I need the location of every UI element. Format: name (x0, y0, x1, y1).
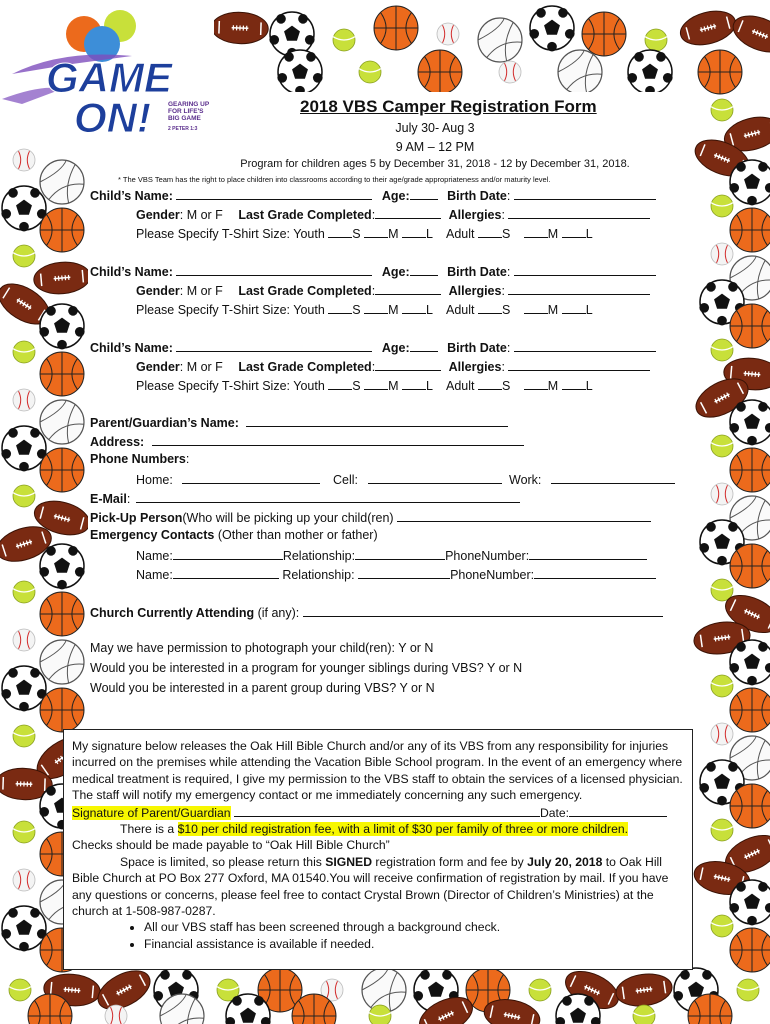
volleyball-icon (40, 400, 84, 444)
placement-note: * The VBS Team has the right to place children into classrooms according to their age/grade appropriateness and/or maturity level. (118, 175, 551, 184)
question-sibling-program: Would you be interested in a program for younger siblings during VBS? Y or N (90, 661, 523, 675)
birth-date-label: Birth Date (447, 265, 507, 279)
birth-date-label: Birth Date (447, 341, 507, 355)
question-photo-permission: May we have permission to photograph your child(ren): Y or N (90, 641, 434, 655)
relationship-field-2[interactable] (358, 566, 450, 579)
svg-text:GEARING UP: GEARING UP (168, 101, 210, 108)
soccer-ball-icon (627, 50, 672, 96)
allergies-label: Allergies (448, 284, 502, 298)
adult-label: Adult (445, 303, 475, 317)
tennis-ball-icon (13, 245, 35, 267)
size-m: M (547, 303, 559, 317)
size-l: L (585, 379, 593, 393)
basketball-icon (40, 592, 84, 636)
gender-label: Gender (136, 284, 180, 298)
child-1-youth-l-field[interactable] (402, 225, 426, 238)
age-label: Age: (381, 341, 410, 355)
deadline-date: July 20, 2018 (527, 854, 603, 869)
svg-text:ON!: ON! (74, 94, 151, 141)
size-l: L (426, 303, 433, 317)
football-icon (728, 9, 770, 59)
child-1-name-field[interactable] (176, 187, 372, 200)
baseball-icon (711, 483, 733, 505)
phone-number-label: PhoneNumber: (450, 568, 535, 582)
child-1-adult-l-field[interactable] (562, 225, 586, 238)
child-1-adult-s-field[interactable] (478, 225, 502, 238)
tennis-ball-icon (13, 725, 35, 747)
basketball-icon (730, 448, 770, 492)
tennis-ball-icon (369, 1005, 391, 1024)
child-1-age-field[interactable] (410, 187, 438, 200)
baseball-icon (13, 389, 35, 411)
child-3-gender-options[interactable]: : M or F (179, 360, 223, 374)
child-3-age-field[interactable] (410, 339, 438, 352)
soccer-ball-icon (1, 426, 46, 472)
child-2-grade-field[interactable] (375, 282, 441, 295)
size-l: L (426, 227, 433, 241)
date-label: Date: (539, 805, 570, 820)
cell-phone-label: Cell: (333, 473, 359, 487)
child-3-allergies-field[interactable] (508, 358, 650, 371)
basketball-icon (40, 208, 84, 252)
child-2-row-name: Child’s Name: Age: Birth Date: (90, 263, 656, 279)
tennis-ball-icon (711, 819, 733, 841)
child-3-row-details: Gender: M or F Last Grade Completed: Allergies: (136, 358, 650, 374)
child-3-birth-date-field[interactable] (514, 339, 656, 352)
child-1-row-details: Gender: M or F Last Grade Completed: Allergies: (136, 206, 650, 222)
child-2-youth-s-field[interactable] (328, 301, 352, 314)
child-name-label: Child’s Name: (90, 189, 173, 203)
child-1-birth-date-field[interactable] (514, 187, 656, 200)
checks-payable-text: Checks should be made payable to “Oak Hill Bible Church” (72, 838, 390, 853)
child-1-allergies-field[interactable] (508, 206, 650, 219)
gender-label: Gender (136, 208, 180, 222)
tshirt-label: Please Specify T-Shirt Size: Youth (136, 303, 325, 317)
fee-suffix: . (624, 822, 629, 837)
size-s: S (352, 379, 361, 393)
soccer-ball-icon (1, 666, 46, 712)
football-icon (614, 971, 674, 1010)
bullet-background-check: • All our VBS staff has been screened through a background check. (144, 919, 684, 935)
tennis-ball-icon (529, 979, 551, 1001)
size-s: S (501, 227, 511, 241)
gender-label: Gender (136, 360, 180, 374)
relationship-label: Relationship: (282, 549, 356, 563)
tennis-ball-icon (13, 485, 35, 507)
space-prefix: Space is limited, so please return this (120, 854, 326, 869)
relationship-label: Relationship: (282, 568, 359, 582)
home-phone-label: Home: (136, 473, 173, 487)
question-parent-group: Would you be interested in a parent group during VBS? Y or N (90, 681, 435, 695)
email-field[interactable] (136, 490, 520, 503)
child-3-adult-s-field[interactable] (478, 377, 502, 390)
tennis-ball-icon (645, 29, 667, 51)
volleyball-icon (478, 18, 522, 62)
baseball-icon (13, 869, 35, 891)
child-2-adult-s-field[interactable] (478, 301, 502, 314)
child-2-youth-l-field[interactable] (402, 301, 426, 314)
basketball-icon (40, 352, 84, 396)
parent-name-label: Parent/Guardian’s Name: (90, 416, 239, 430)
email-label: E-Mail (90, 492, 127, 506)
tennis-ball-icon (737, 979, 759, 1001)
adult-label: Adult (445, 227, 475, 241)
size-l: L (426, 379, 433, 393)
fee-highlight: $10 per child registration fee, with a limit of $30 per family of three or more children (177, 822, 625, 837)
emergency-phone-field-1[interactable] (529, 547, 647, 560)
signed-emphasis: SIGNED (325, 854, 372, 869)
soccer-ball-icon (39, 304, 84, 350)
soccer-ball-icon (529, 6, 574, 52)
soccer-ball-icon (729, 640, 770, 686)
tennis-ball-icon (711, 675, 733, 697)
emergency-name-label: Name: (136, 549, 173, 563)
child-1-row-name: Child’s Name: Age: Birth Date: (90, 187, 656, 203)
grade-label: Last Grade Completed (238, 284, 372, 298)
tennis-ball-icon (13, 341, 35, 363)
emergency-name-label: Name: (136, 568, 173, 582)
baseball-icon (13, 629, 35, 651)
tennis-ball-icon (9, 979, 31, 1001)
child-1-row-tshirt (136, 225, 593, 241)
relationship-field-1[interactable] (355, 547, 445, 560)
address-label: Address: (90, 435, 145, 449)
child-3-adult-m-field[interactable] (524, 377, 548, 390)
soccer-ball-icon (729, 400, 770, 446)
tshirt-label: Please Specify T-Shirt Size: Youth (136, 379, 325, 393)
child-2-adult-l-field[interactable] (562, 301, 586, 314)
basketball-icon (698, 50, 742, 94)
basketball-icon (730, 928, 770, 972)
date-field[interactable] (569, 804, 667, 817)
size-m: M (388, 303, 399, 317)
basketball-icon (40, 448, 84, 492)
football-icon (33, 260, 92, 296)
baseball-icon (105, 1005, 127, 1024)
basketball-icon (730, 688, 770, 732)
work-phone-label: Work: (509, 473, 542, 487)
child-2-age-field[interactable] (410, 263, 438, 276)
size-m: M (388, 227, 399, 241)
svg-text:GAME: GAME (46, 54, 172, 101)
basketball-icon (730, 208, 770, 252)
size-m: M (547, 227, 559, 241)
svg-text:2 PETER 1:3: 2 PETER 1:3 (168, 126, 198, 132)
child-2-allergies-field[interactable] (508, 282, 650, 295)
address-field[interactable] (152, 433, 524, 446)
release-box (63, 729, 693, 970)
emergency-phone-field-2[interactable] (534, 566, 656, 579)
allergies-label: Allergies (448, 360, 502, 374)
home-phone-field[interactable] (182, 471, 320, 484)
phone-number-label: PhoneNumber: (445, 549, 530, 563)
tennis-ball-icon (359, 61, 381, 83)
basketball-icon (418, 50, 462, 94)
tennis-ball-icon (13, 581, 35, 603)
size-s: S (501, 303, 511, 317)
basketball-icon (40, 688, 84, 732)
child-3-youth-m-field[interactable] (364, 377, 388, 390)
child-1-youth-s-field[interactable] (328, 225, 352, 238)
soccer-ball-icon (39, 544, 84, 590)
child-3-row-tshirt (136, 377, 593, 393)
child-3-row-name: Child’s Name: Age: Birth Date: (90, 339, 656, 355)
child-2-youth-m-field[interactable] (364, 301, 388, 314)
church-label: Church Currently Attending (90, 606, 255, 620)
soccer-ball-icon (729, 880, 770, 926)
bullet-financial-assistance: • Financial assistance is available if needed. (144, 936, 684, 952)
football-icon (677, 6, 740, 51)
church-field[interactable] (303, 604, 663, 617)
size-l: L (585, 227, 593, 241)
tennis-ball-icon (13, 821, 35, 843)
svg-text:BIG GAME: BIG GAME (168, 115, 201, 122)
baseball-icon (13, 149, 35, 171)
pickup-person-field[interactable] (397, 509, 651, 522)
size-s: S (352, 227, 361, 241)
baseball-icon (711, 723, 733, 745)
emergency-contacts-label: Emergency Contacts (90, 528, 215, 542)
basketball-icon (730, 544, 770, 588)
football-icon (211, 11, 268, 44)
child-1-grade-field[interactable] (375, 206, 441, 219)
size-s: S (501, 379, 511, 393)
age-label: Age: (381, 189, 410, 203)
tennis-ball-icon (711, 915, 733, 937)
soccer-ball-icon (1, 906, 46, 952)
basketball-icon (374, 6, 418, 50)
child-3-name-field[interactable] (176, 339, 372, 352)
baseball-icon (499, 61, 521, 83)
release-paragraph: My signature below releases the Oak Hill Bible Church and/or any of its VBS from any responsibility for injuries incurred on the premises while attending the Vacation Bible School program. In the event of an emergency where medical treatment is required, I give my permission to the VBS staff to obtain the services of a licensed physician. The staff will notify my emergency contact or me immediately concerning any such emergency. (72, 739, 683, 803)
child-name-label: Child’s Name: (90, 265, 173, 279)
signature-label: Signature of Parent/Guardian (72, 805, 231, 820)
child-3-adult-l-field[interactable] (562, 377, 586, 390)
child-name-label: Child’s Name: (90, 341, 173, 355)
phone-numbers-label: Phone Numbers (90, 452, 186, 466)
parent-name-field[interactable] (246, 414, 508, 427)
space-suffix: to Oak Hill Bible Church at PO Box 277 Oxford, MA 01540.You will receive confirmation of registration by mail. If you have any questions or concerns, please feel free to contact Crystal Brown (Director of Children’s Ministries) at the church at 1-508-987-0287. (72, 854, 669, 919)
tennis-ball-icon (333, 29, 355, 51)
soccer-ball-icon (277, 50, 322, 96)
tennis-ball-icon (711, 435, 733, 457)
child-2-row-tshirt (136, 301, 593, 317)
child-1-adult-m-field[interactable] (524, 225, 548, 238)
child-1-youth-m-field[interactable] (364, 225, 388, 238)
size-s: S (352, 303, 361, 317)
adult-label: Adult (445, 379, 475, 393)
size-m: M (388, 379, 399, 393)
basketball-icon (582, 12, 626, 56)
event-times: 9 AM – 12 PM (395, 140, 475, 154)
signature-field[interactable] (234, 804, 540, 817)
age-label: Age: (381, 265, 410, 279)
grade-label: Last Grade Completed (238, 360, 372, 374)
fee-prefix: There is a (120, 822, 178, 837)
size-m: M (547, 379, 559, 393)
emergency-name-field-1[interactable] (173, 547, 283, 560)
svg-text:FOR LIFE'S: FOR LIFE'S (168, 108, 204, 115)
child-2-adult-m-field[interactable] (524, 301, 548, 314)
baseball-icon (437, 23, 459, 45)
soccer-ball-icon (729, 160, 770, 206)
volleyball-icon (558, 50, 602, 94)
basketball-icon (730, 304, 770, 348)
tennis-ball-icon (711, 195, 733, 217)
child-1-gender-options[interactable]: : M or F (179, 208, 223, 222)
volleyball-icon (40, 640, 84, 684)
child-2-gender-options[interactable]: : M or F (179, 284, 223, 298)
pickup-person-note: (Who will be picking up your child(ren) (182, 511, 394, 525)
volleyball-icon (40, 160, 84, 204)
soccer-ball-icon (1, 186, 46, 232)
tennis-ball-icon (711, 339, 733, 361)
pickup-person-label: Pick-Up Person (90, 511, 183, 525)
child-2-row-details: Gender: M or F Last Grade Completed: Allergies: (136, 282, 650, 298)
baseball-icon (711, 243, 733, 265)
child-2-birth-date-field[interactable] (514, 263, 656, 276)
cell-phone-field[interactable] (368, 471, 502, 484)
allergies-label: Allergies (448, 208, 502, 222)
grade-label: Last Grade Completed (238, 208, 372, 222)
work-phone-field[interactable] (551, 471, 675, 484)
child-3-grade-field[interactable] (375, 358, 441, 371)
basketball-icon (730, 784, 770, 828)
size-l: L (585, 303, 593, 317)
space-mid: registration form and fee by (372, 854, 528, 869)
child-2-name-field[interactable] (176, 263, 372, 276)
form-title: 2018 VBS Camper Registration Form (300, 97, 597, 116)
event-dates: July 30- Aug 3 (395, 121, 475, 135)
program-ages: Program for children ages 5 by December 31, 2018 - 12 by December 31, 2018. (240, 158, 630, 170)
emergency-contacts-note: (Other than mother or father) (214, 528, 378, 542)
church-note: (if any): (254, 606, 300, 620)
tennis-ball-icon (711, 99, 733, 121)
child-3-youth-l-field[interactable] (402, 377, 426, 390)
tennis-ball-icon (633, 1005, 655, 1024)
tshirt-label: Please Specify T-Shirt Size: Youth (136, 227, 325, 241)
birth-date-label: Birth Date (447, 189, 507, 203)
child-3-youth-s-field[interactable] (328, 377, 352, 390)
emergency-name-field-2[interactable] (173, 566, 279, 579)
